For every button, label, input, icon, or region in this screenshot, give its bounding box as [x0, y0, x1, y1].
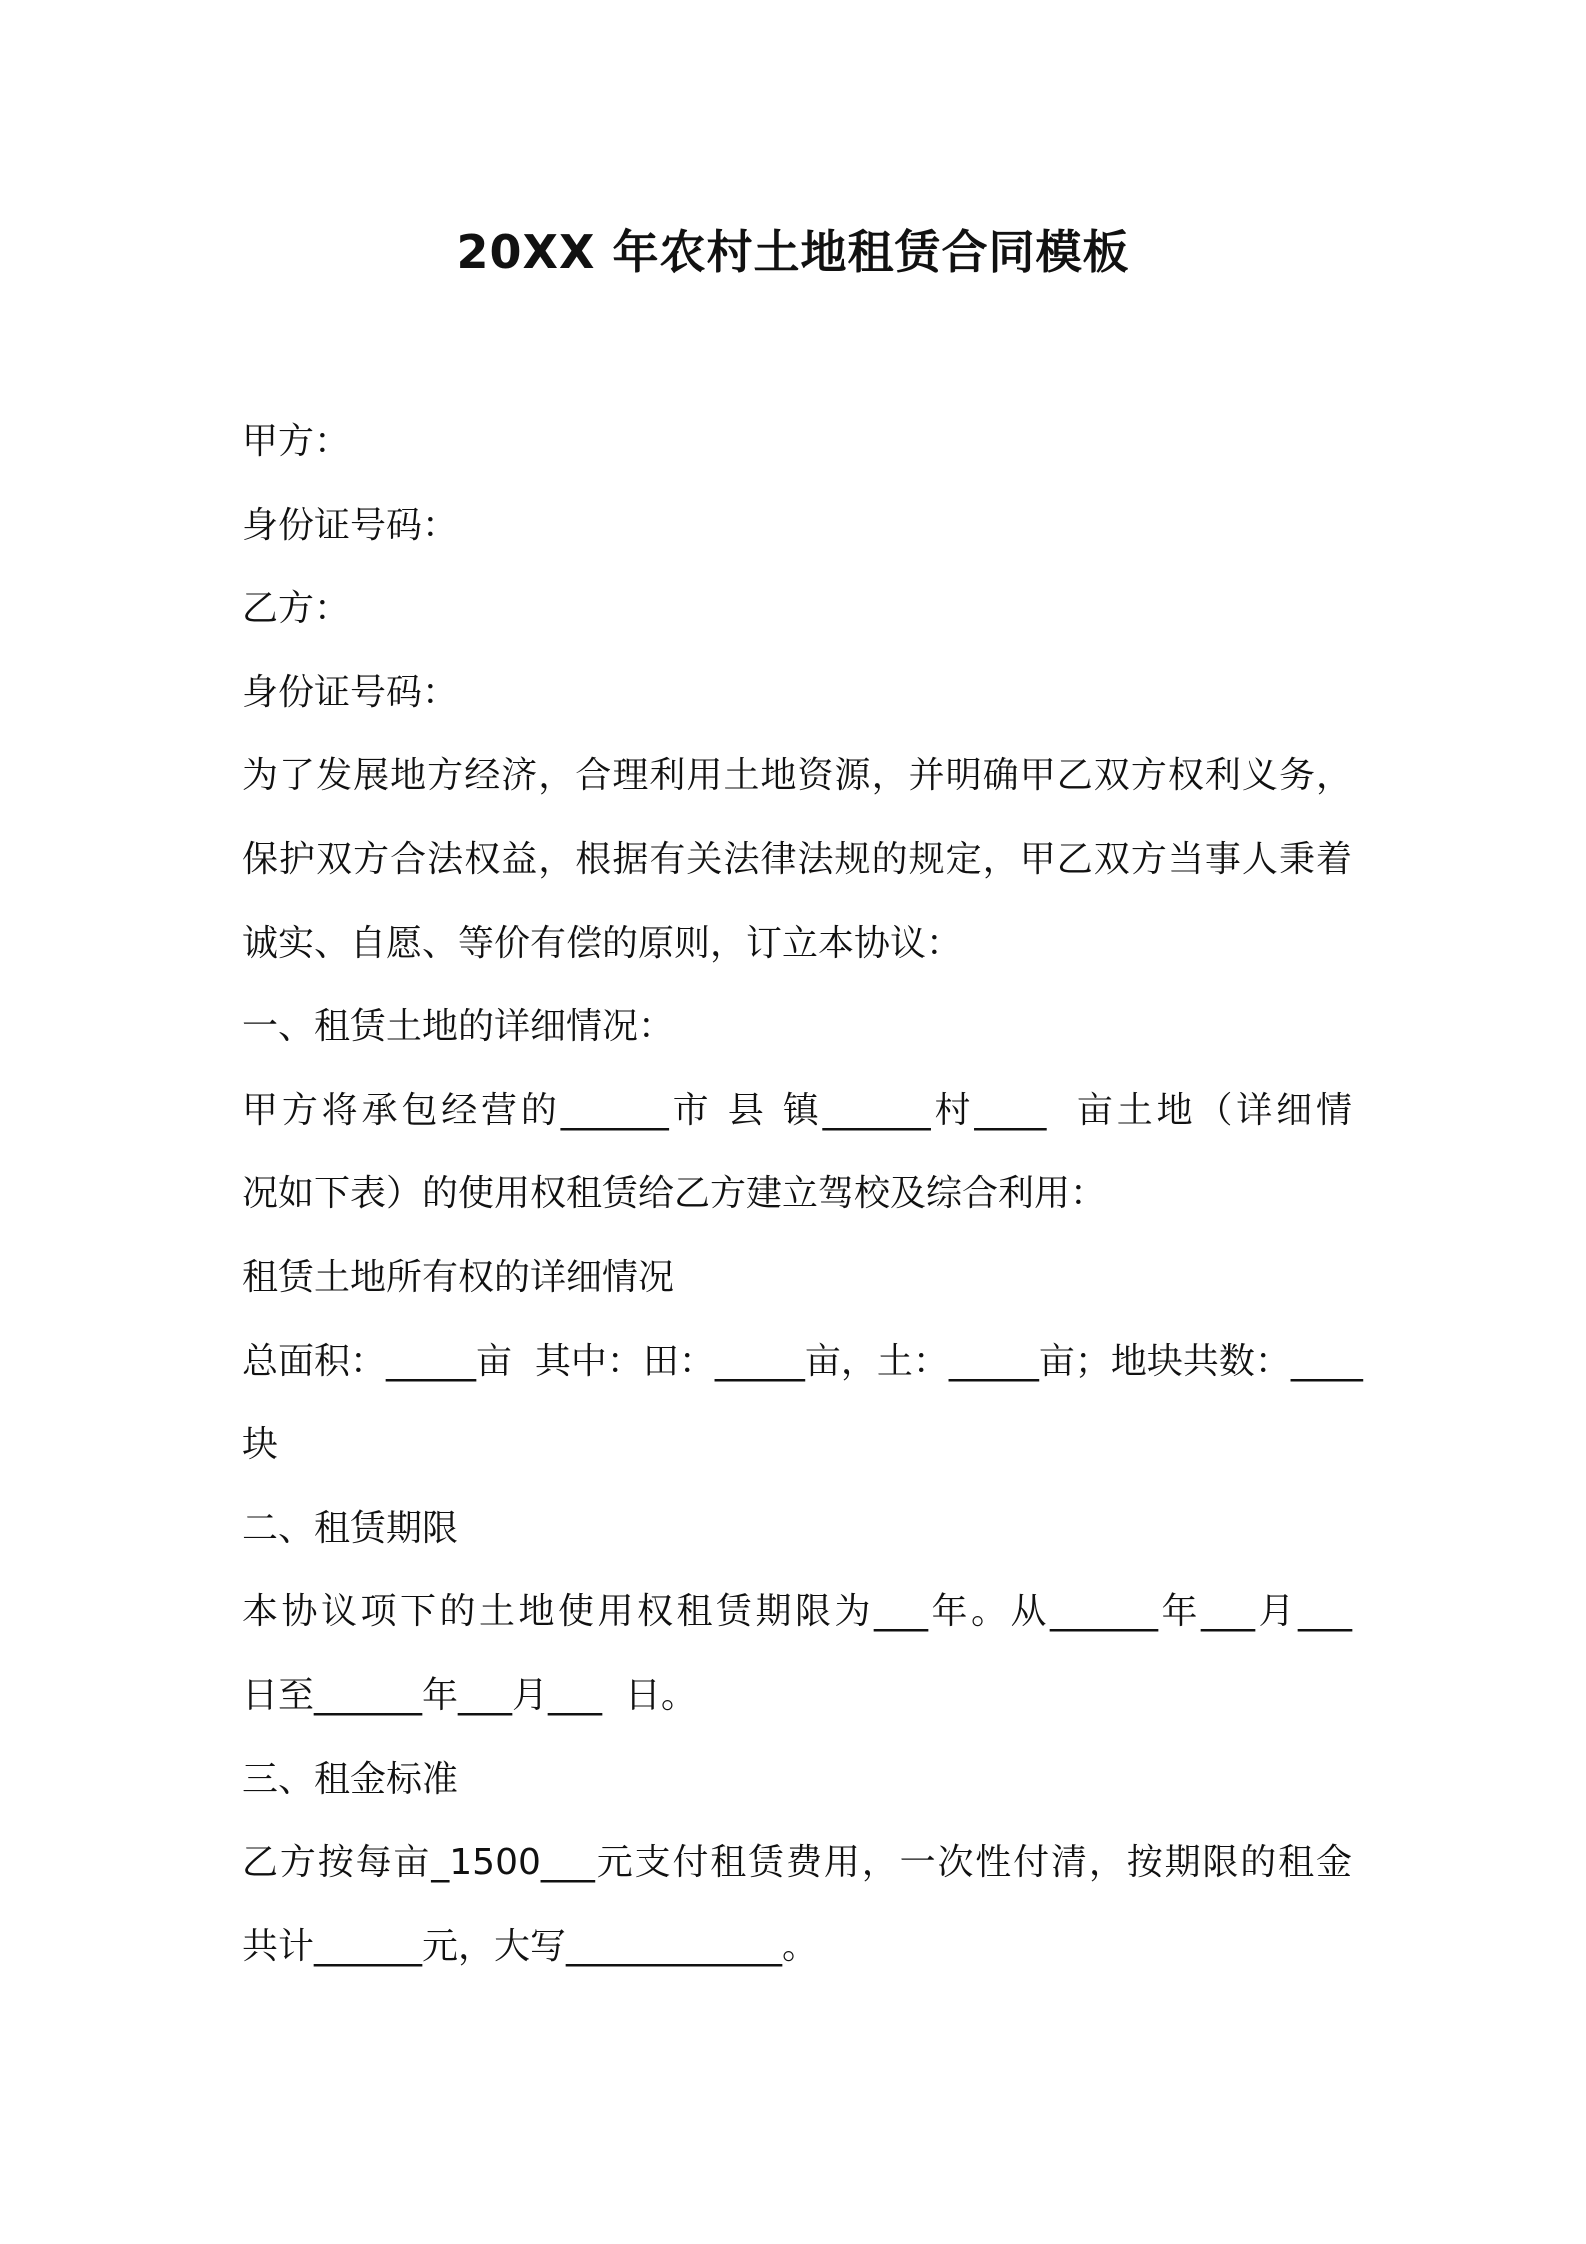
section-3-heading: 三、租金标准: [242, 1758, 459, 1800]
party-b-id-line: 身份证号码：: [242, 671, 459, 713]
document-body: [242, 400, 1363, 1988]
area-line: 总面积：_____亩 其中：田：_____亩，土：_____亩；地块共数：____: [242, 1340, 1363, 1382]
area-line-cont: 块: [242, 1424, 279, 1466]
preamble-line-2: 保护双方合法权益，根据有关法律法规的规定，甲乙双方当事人秉着: [242, 838, 1352, 880]
section-1-subheading: 租赁土地所有权的详细情况: [242, 1256, 675, 1298]
party-b-line: 乙方：: [242, 588, 351, 630]
document-title: 20XX 年农村土地租赁合同模板: [456, 225, 1130, 279]
term-line-2: 日至______年___月___ 日。: [242, 1674, 697, 1716]
party-a-line: 甲方：: [242, 421, 351, 462]
rent-line-2: 共计______元，大写____________。: [242, 1925, 819, 1967]
rent-line-1: 乙方按每亩_1500___元支付租赁费用，一次性付清，按期限的租金: [242, 1842, 1352, 1884]
preamble-line-3: 诚实、自愿、等价有偿的原则，订立本协议：: [242, 922, 963, 964]
term-line-1: 本协议项下的土地使用权租赁期限为___年。从______年___月___: [242, 1591, 1352, 1633]
section-1-line-1: 甲方将承包经营的______市 县 镇______村____ 亩土地（详细情: [242, 1089, 1352, 1131]
section-2-heading: 二、租赁期限: [242, 1507, 459, 1549]
party-a-id-line: 身份证号码：: [242, 504, 459, 546]
preamble-line-1: 为了发展地方经济，合理利用土地资源，并明确甲乙双方权利义务，: [242, 755, 1352, 797]
section-1-heading: 一、租赁土地的详细情况：: [242, 1006, 675, 1048]
section-1-line-2: 况如下表）的使用权租赁给乙方建立驾校及综合利用：: [242, 1173, 1107, 1215]
